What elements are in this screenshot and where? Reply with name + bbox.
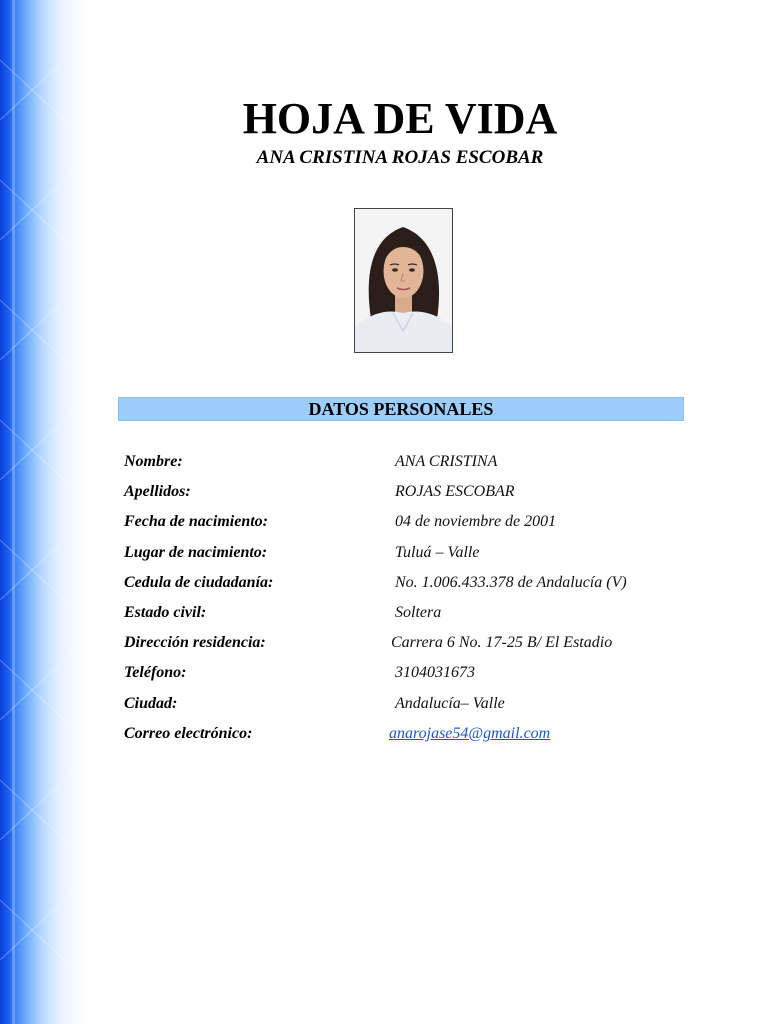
value-apellidos: ROJAS ESCOBAR: [395, 483, 515, 501]
value-lugar-nacimiento: Tuluá – Valle: [395, 543, 480, 561]
label-ciudad: Ciudad:: [124, 694, 178, 712]
label-apellidos: Apellidos:: [124, 483, 191, 501]
row-telefono: [0, 661, 768, 691]
portrait-image: [355, 209, 452, 352]
row-correo: [0, 722, 768, 752]
row-apellidos: [0, 480, 768, 510]
value-fecha-nacimiento: 04 de noviembre de 2001: [395, 513, 557, 531]
value-telefono: 3104031673: [395, 664, 475, 682]
personal-data-list: [0, 450, 768, 752]
row-nombre: [0, 450, 768, 480]
label-estado-civil: Estado civil:: [124, 603, 207, 621]
document-title: HOJA DE VIDA: [242, 94, 558, 143]
value-ciudad: Andalucía– Valle: [395, 694, 505, 712]
row-fecha-nacimiento: [0, 510, 768, 540]
email-link[interactable]: anarojase54@gmail.com: [389, 724, 551, 742]
profile-photo: [354, 208, 453, 353]
row-cedula: [0, 571, 768, 601]
value-nombre: ANA CRISTINA: [395, 453, 498, 470]
label-correo: Correo electrónico:: [124, 724, 253, 742]
label-cedula: Cedula de ciudadanía:: [124, 573, 274, 591]
label-lugar-nacimiento: Lugar de nacimiento:: [124, 543, 268, 561]
section-header-datos-personales: DATOS PERSONALES: [118, 397, 684, 421]
row-ciudad: [0, 692, 768, 722]
row-direccion: [0, 631, 768, 661]
label-telefono: Teléfono:: [124, 664, 187, 682]
label-fecha-nacimiento: Fecha de nacimiento:: [124, 513, 268, 531]
value-estado-civil: Soltera: [395, 603, 442, 621]
row-estado-civil: [0, 601, 768, 631]
label-nombre: Nombre:: [124, 453, 183, 470]
row-lugar-nacimiento: [0, 541, 768, 571]
value-direccion: Carrera 6 No. 17-25 B/ El Estadio: [391, 634, 613, 652]
value-cedula: No. 1.006.433.378 de Andalucía (V): [395, 573, 627, 591]
label-direccion: Dirección residencia:: [124, 634, 266, 652]
document-subtitle: ANA CRISTINA ROJAS ESCOBAR: [256, 147, 544, 168]
